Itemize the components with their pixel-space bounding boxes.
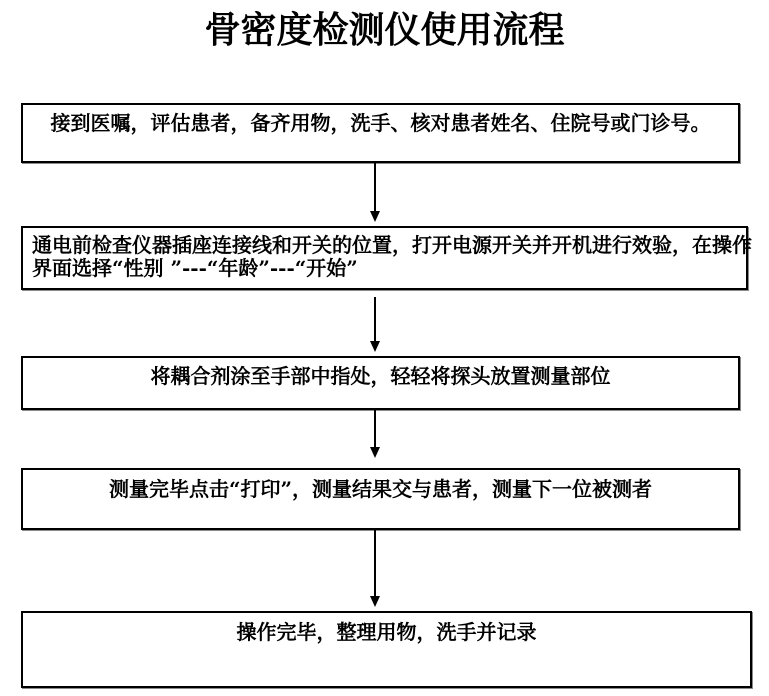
step-text: 接到医嘱，评估患者，备齐用物，洗手、核对患者姓名、住院号或门诊号。 xyxy=(50,111,711,135)
down-arrow xyxy=(374,297,376,341)
step-text: 测量完毕点击“打印”，测量结果交与患者，测量下一位被测者 xyxy=(108,477,652,501)
page-title: 骨密度检测仪使用流程 xyxy=(204,9,565,51)
down-arrow xyxy=(374,410,376,447)
flow-step-finish-and-record xyxy=(21,611,752,688)
step-text: 将耦合剂涂至手部中指处，轻轻将探头放置测量部位 xyxy=(150,364,611,388)
flow-step-power-on-check xyxy=(21,226,752,290)
flow-step-print-result xyxy=(21,468,740,530)
flow-step-receive-order xyxy=(21,103,740,163)
flow-step-apply-coupling-gel xyxy=(21,356,740,410)
step-text-line-2: 界面选择“性别 ”---“年龄”---“开始” xyxy=(32,256,358,280)
down-arrow xyxy=(374,530,376,596)
step-text: 操作完毕，整理用物，洗手并记录 xyxy=(236,620,537,644)
step-text-line-1: 通电前检查仪器插座连接线和开关的位置，打开电源开关并开机进行效验，在操作 xyxy=(32,233,752,257)
down-arrow xyxy=(374,163,376,211)
